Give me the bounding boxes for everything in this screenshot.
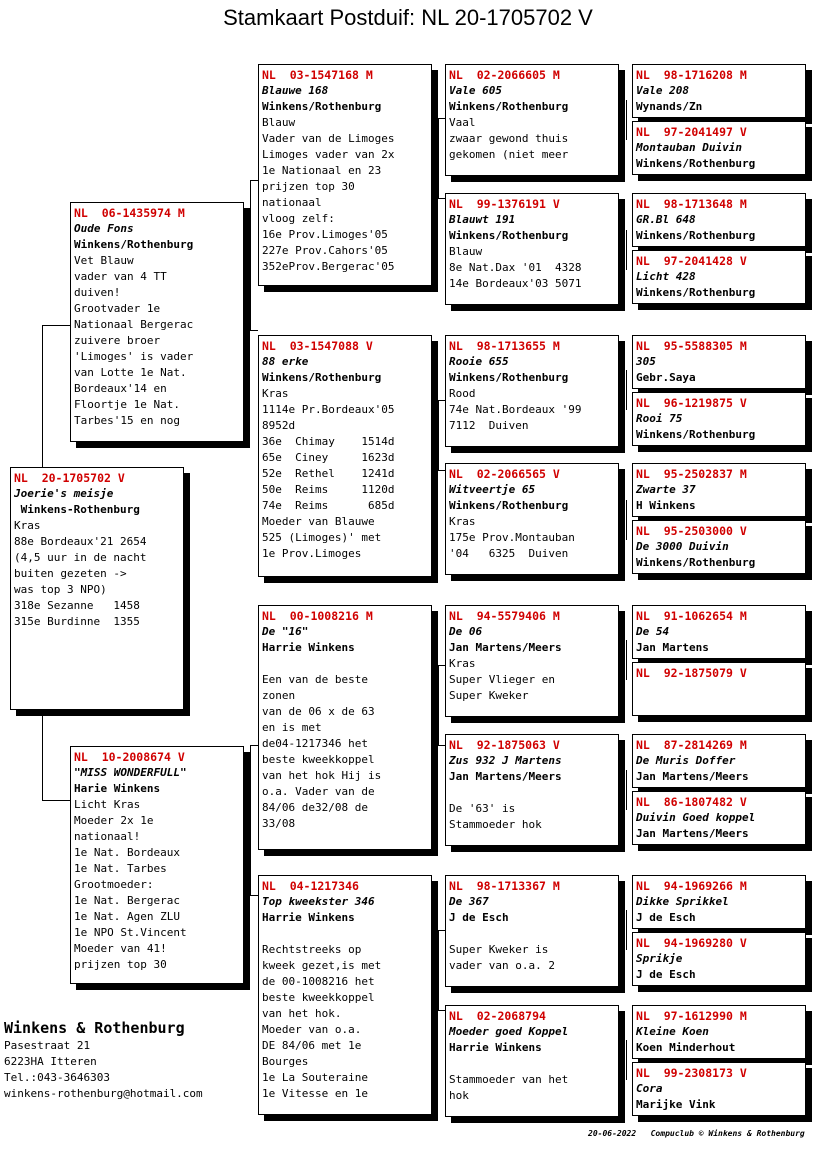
pigeon-name: Licht 428 [636, 270, 696, 283]
info-line: 52e Rethel 1241d [262, 467, 395, 480]
pigeon-card-mm [258, 875, 432, 1115]
info-line: 'Limoges' is vader [74, 350, 194, 363]
info-line: 36e Chimay 1514d [262, 435, 395, 448]
info-line: 33/08 [262, 817, 296, 830]
pigeon-name: Montauban Duivin [636, 141, 742, 154]
info-line: vader van 4 TT [74, 270, 167, 283]
info-line: 315e Burdinne 1355 [14, 615, 140, 628]
pigeon-name: Zwarte 37 [636, 483, 696, 496]
pigeon-name: Kleine Koen [636, 1025, 709, 1038]
info-line: de 00-1008216 het [262, 975, 375, 988]
pigeon-owner: Jan Martens/Meers [636, 827, 749, 840]
page-title: Stamkaart Postduif: NL 20-1705702 V [223, 5, 593, 30]
ring-number: NL 99-2308173 V [636, 1066, 747, 1080]
info-line: 318e Sezanne 1458 [14, 599, 140, 612]
info-line: Moeder van Blauwe [262, 515, 375, 528]
ring-number: NL 02-2066565 V [449, 467, 560, 481]
info-line: gekomen (niet meer [449, 148, 569, 161]
pigeon-name: GR.Bl 648 [636, 213, 696, 226]
info-line: Floortje 1e Nat. [74, 398, 180, 411]
info-line: 525 (Limoges)' met [262, 531, 382, 544]
ring-number: NL 91-1062654 M [636, 609, 747, 623]
pigeon-name: Duivin Goed koppel [636, 811, 756, 824]
pigeon-owner: Marijke Vink [636, 1098, 716, 1111]
ring-number: NL 95-2502837 M [636, 467, 747, 481]
ring-number: NL 99-1376191 V [449, 197, 560, 211]
pigeon-card-g4 [632, 250, 806, 304]
info-line: 50e Reims 1120d [262, 483, 395, 496]
pigeon-card-g11 [632, 734, 806, 788]
info-line: Blauw [262, 116, 296, 129]
info-line: 1e Vitesse en 1e [262, 1087, 368, 1100]
breeder-phone: Tel.:043-3646303 [4, 1071, 110, 1084]
info-line: Bordeaux'14 en [74, 382, 167, 395]
ring-number: NL 95-5588305 M [636, 339, 747, 353]
pigeon-card-father [70, 202, 244, 442]
info-line: De '63' is [449, 802, 516, 815]
info-line: prijzen top 30 [74, 958, 167, 971]
pigeon-owner: Winkens/Rothenburg [636, 157, 756, 170]
ring-number: NL 03-1547168 M [262, 68, 373, 82]
pigeon-name: De "16" [262, 625, 309, 638]
pigeon-name: De 06 [449, 625, 483, 638]
info-line: kweek gezet,is met [262, 959, 382, 972]
ring-number: NL 97-2041497 V [636, 125, 747, 139]
pigeon-card-subject [10, 467, 184, 710]
info-line: Grootvader 1e [74, 302, 161, 315]
ring-number: NL 96-1219875 V [636, 396, 747, 410]
pigeon-name: 88 erke [262, 355, 309, 368]
info-line: Blauw [449, 245, 483, 258]
info-line: Rechtstreeks op [262, 943, 362, 956]
info-line: van Lotte 1e Nat. [74, 366, 187, 379]
info-line: 1e Nat. Bergerac [74, 894, 180, 907]
pigeon-card-g3 [632, 193, 806, 247]
pigeon-owner: Gebr.Saya [636, 371, 696, 384]
pigeon-name: "MISS WONDERFULL" [74, 766, 187, 779]
ring-number: NL 98-1713655 M [449, 339, 560, 353]
pigeon-owner: Jan Martens/Meers [636, 770, 749, 783]
pigeon-owner: Winkens/Rothenburg [449, 499, 569, 512]
pigeon-name: Rooie 655 [449, 355, 509, 368]
pigeon-owner: Winkens/Rothenburg [449, 100, 569, 113]
info-line: DE 84/06 met 1e [262, 1039, 362, 1052]
pigeon-card-fff [445, 64, 619, 176]
ring-number: NL 02-2066605 M [449, 68, 560, 82]
breeder-city: 6223HA Itteren [4, 1055, 97, 1068]
ring-number: NL 20-1705702 V [14, 471, 125, 485]
ring-number: NL 10-2008674 V [74, 750, 185, 764]
pigeon-owner: J de Esch [449, 911, 509, 924]
ring-number: NL 03-1547088 V [262, 339, 373, 353]
pigeon-name: Dikke Sprikkel [636, 895, 729, 908]
pigeon-name: Zus 932 J Martens [449, 754, 562, 767]
info-line: Stammoeder hok [449, 818, 542, 831]
pigeon-name: Rooi 75 [636, 412, 683, 425]
info-line: 88e Bordeaux'21 2654 [14, 535, 147, 548]
info-line: nationaal [262, 196, 322, 209]
info-line: 16e Prov.Limoges'05 [262, 228, 388, 241]
pigeon-owner: Harrie Winkens [262, 641, 355, 654]
info-line: Kras [449, 657, 476, 670]
info-line: Een van de beste [262, 673, 368, 686]
info-line: was top 3 NPO) [14, 583, 107, 596]
info-line: buiten gezeten -> [14, 567, 127, 580]
pigeon-card-g2 [632, 121, 806, 175]
info-line: vloog zelf: [262, 212, 335, 225]
info-line: vader van o.a. 2 [449, 959, 555, 972]
ring-number: NL 00-1008216 M [262, 609, 373, 623]
pigeon-card-g10 [632, 662, 806, 716]
info-line: 227e Prov.Cahors'05 [262, 244, 388, 257]
ring-number: NL 92-1875063 V [449, 738, 560, 752]
info-line: Nationaal Bergerac [74, 318, 194, 331]
pigeon-card-g13 [632, 875, 806, 929]
info-line: zwaar gewond thuis [449, 132, 569, 145]
info-line: '04 6325 Duiven [449, 547, 569, 560]
info-line: 1e La Souteraine [262, 1071, 368, 1084]
info-line: 74e Reims 685d [262, 499, 395, 512]
info-line [449, 785, 615, 801]
pigeon-card-g15 [632, 1005, 806, 1059]
pigeon-name: Sprikje [636, 952, 683, 965]
pigeon-card-ffm [445, 193, 619, 305]
info-line: 7112 Duiven [449, 419, 529, 432]
pigeon-card-mf [258, 605, 432, 850]
info-line: Vader van de Limoges [262, 132, 395, 145]
pigeon-owner: H Winkens [636, 499, 696, 512]
breeder-info [4, 1018, 203, 1102]
pigeon-owner: Harrie Winkens [262, 911, 355, 924]
pigeon-owner: Jan Martens/Meers [449, 770, 562, 783]
info-line: de04-1217346 het [262, 737, 368, 750]
info-line: en is met [262, 721, 322, 734]
info-line: Moeder van 41! [74, 942, 167, 955]
footer-credit: 20-06-2022 Compuclub © Winkens & Rothenburg [588, 1129, 805, 1138]
ring-number: NL 02-2068794 [449, 1009, 546, 1023]
info-line: 84/06 de32/08 de [262, 801, 368, 814]
info-line: Super Kweker is [449, 943, 549, 956]
info-line: hok [449, 1089, 469, 1102]
info-line: 74e Nat.Bordeaux '99 [449, 403, 582, 416]
info-line [449, 926, 615, 942]
pigeon-card-g6 [632, 392, 806, 446]
info-line: Super Vlieger en [449, 673, 555, 686]
info-line: duiven! [74, 286, 121, 299]
pigeon-owner: Winkens/Rothenburg [636, 286, 756, 299]
pigeon-owner: Koen Minderhout [636, 1041, 736, 1054]
ring-number: NL 94-1969280 V [636, 936, 747, 950]
pigeon-name: Vale 208 [636, 84, 689, 97]
pigeon-name: Top kweekster 346 [262, 895, 375, 908]
pigeon-owner: Winkens/Rothenburg [262, 100, 382, 113]
pigeon-name: Blauwe 168 [262, 84, 329, 97]
ring-number: NL 06-1435974 M [74, 206, 185, 220]
ring-number: NL 92-1875079 V [636, 666, 747, 680]
info-line: beste kweekkoppel [262, 753, 375, 766]
ring-number: NL 87-2814269 M [636, 738, 747, 752]
info-line [262, 926, 428, 942]
info-line: van de 06 x de 63 [262, 705, 375, 718]
pigeon-owner: Wynands/Zn [636, 100, 703, 113]
pigeon-card-mfm [445, 734, 619, 846]
info-line: 65e Ciney 1623d [262, 451, 395, 464]
pigeon-card-mmm [445, 1005, 619, 1117]
info-line [449, 1056, 615, 1072]
breeder-name: Winkens & Rothenburg [4, 1019, 185, 1037]
info-line: Vet Blauw [74, 254, 134, 267]
pigeon-owner: Harie Winkens [74, 782, 161, 795]
info-line: 1e Nat. Bordeaux [74, 846, 180, 859]
info-line: Moeder 2x 1e [74, 814, 154, 827]
info-line: Kras [262, 387, 289, 400]
info-line: Tarbes'15 en nog [74, 414, 180, 427]
pigeon-name: Vale 605 [449, 84, 502, 97]
pigeon-card-fm [258, 335, 432, 577]
pigeon-name: De 54 [636, 625, 670, 638]
pigeon-owner: Winkens/Rothenburg [74, 238, 194, 251]
pigeon-owner: Jan Martens [636, 641, 709, 654]
pigeon-card-mother [70, 746, 244, 984]
ring-number: NL 94-1969266 M [636, 879, 747, 893]
info-line: van het hok. [262, 1007, 342, 1020]
info-line: Kras [14, 519, 41, 532]
info-line: Vaal [449, 116, 476, 129]
pigeon-owner: Jan Martens/Meers [449, 641, 562, 654]
info-line: 8e Nat.Dax '01 4328 [449, 261, 582, 274]
info-line: 1e NPO St.Vincent [74, 926, 187, 939]
info-line: beste kweekkoppel [262, 991, 375, 1004]
info-line: Kras [449, 515, 476, 528]
pigeon-name: Cora [636, 1082, 663, 1095]
pigeon-name: De 3000 Duivin [636, 540, 729, 553]
info-line: 14e Bordeaux'03 5071 [449, 277, 582, 290]
pigeon-card-g16 [632, 1062, 806, 1116]
pigeon-name: 305 [636, 355, 656, 368]
ring-number: NL 98-1716208 M [636, 68, 747, 82]
info-line: Bourges [262, 1055, 309, 1068]
pigeon-name: Oude Fons [74, 222, 134, 235]
info-line: Licht Kras [74, 798, 141, 811]
info-line: Limoges vader van 2x [262, 148, 395, 161]
pigeon-card-g12 [632, 791, 806, 845]
info-line: 1e Prov.Limoges [262, 547, 362, 560]
info-line: Moeder van o.a. [262, 1023, 362, 1036]
info-line: (4,5 uur in de nacht [14, 551, 147, 564]
info-line: o.a. Vader van de [262, 785, 375, 798]
pigeon-owner: Winkens/Rothenburg [449, 229, 569, 242]
pigeon-card-mff [445, 605, 619, 717]
pigeon-name: Witveertje 65 [449, 483, 536, 496]
info-line: Grootmoeder: [74, 878, 154, 891]
info-line: Rood [449, 387, 476, 400]
pigeon-card-g7 [632, 463, 806, 517]
info-line: zonen [262, 689, 296, 702]
info-line: 1e Nat. Agen ZLU [74, 910, 180, 923]
ring-number: NL 04-1217346 [262, 879, 359, 893]
ring-number: NL 98-1713367 M [449, 879, 560, 893]
pigeon-owner: J de Esch [636, 968, 696, 981]
pigeon-name: Moeder goed Koppel [449, 1025, 569, 1038]
info-line: Super Kweker [449, 689, 529, 702]
pigeon-owner: Harrie Winkens [449, 1041, 542, 1054]
pigeon-name: Joerie's meisje [14, 487, 114, 500]
pigeon-card-g14 [632, 932, 806, 986]
ring-number: NL 97-2041428 V [636, 254, 747, 268]
info-line [262, 656, 428, 672]
pigeon-name: Blauwt 191 [449, 213, 516, 226]
info-line: 1114e Pr.Bordeaux'05 [262, 403, 395, 416]
pigeon-card-mmf [445, 875, 619, 987]
info-line: 175e Prov.Montauban [449, 531, 575, 544]
info-line: nationaal! [74, 830, 141, 843]
info-line: zuivere broer [74, 334, 161, 347]
pigeon-card-g8 [632, 520, 806, 574]
pigeon-owner: Winkens/Rothenburg [449, 371, 569, 384]
ring-number: NL 98-1713648 M [636, 197, 747, 211]
info-line: Stammoeder van het [449, 1073, 569, 1086]
ring-number: NL 86-1807482 V [636, 795, 747, 809]
ring-number: NL 95-2503000 V [636, 524, 747, 538]
ring-number: NL 94-5579406 M [449, 609, 560, 623]
pigeon-name: De Muris Doffer [636, 754, 736, 767]
pigeon-card-g1 [632, 64, 806, 118]
info-line: van het hok Hij is [262, 769, 382, 782]
pigeon-card-g5 [632, 335, 806, 389]
pigeon-card-g9 [632, 605, 806, 659]
info-line: 8952d [262, 419, 296, 432]
breeder-email: winkens-rothenburg@hotmail.com [4, 1087, 203, 1100]
pigeon-owner: Winkens/Rothenburg [636, 428, 756, 441]
info-line: 1e Nat. Tarbes [74, 862, 167, 875]
breeder-street: Pasestraat 21 [4, 1039, 91, 1052]
pigeon-name: De 367 [449, 895, 489, 908]
pigeon-owner: Winkens/Rothenburg [636, 556, 756, 569]
pigeon-owner: Winkens/Rothenburg [636, 229, 756, 242]
pigeon-owner: Winkens/Rothenburg [262, 371, 382, 384]
info-line: 1e Nationaal en 23 [262, 164, 382, 177]
info-line: prijzen top 30 [262, 180, 355, 193]
pigeon-card-fmm [445, 463, 619, 575]
pigeon-owner: Winkens-Rothenburg [14, 503, 140, 516]
pigeon-owner: J de Esch [636, 911, 696, 924]
ring-number: NL 97-1612990 M [636, 1009, 747, 1023]
pigeon-card-fmf [445, 335, 619, 447]
info-line: 352eProv.Bergerac'05 [262, 260, 395, 273]
pigeon-card-ff [258, 64, 432, 286]
